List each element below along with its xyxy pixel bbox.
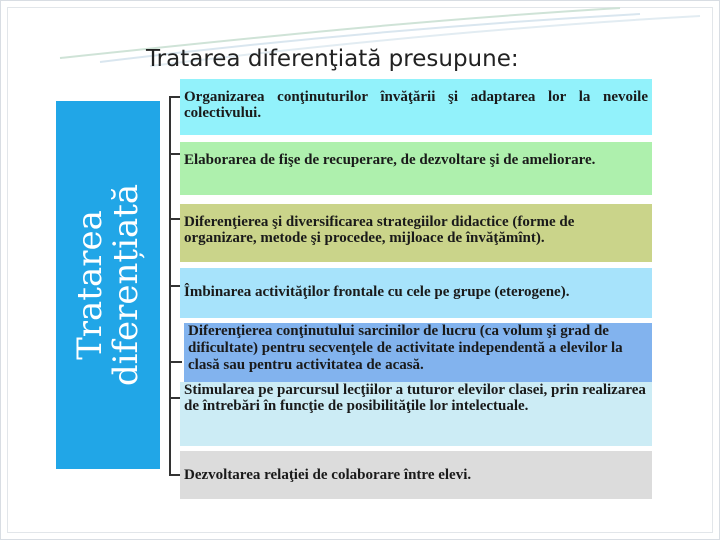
item-box-1: Organizarea conţinuturilor învăţării şi adaptarea lor la nevoile colectivului. <box>180 79 652 135</box>
item-box-5: Diferenţierea conţinutului sarcinilor de lucru (ca volum şi grad de dificultate) pentru secvenţele de activitate independentă a elevilor la clasă sau pentru activitatea de acasă. <box>184 323 652 383</box>
item-box-3: Diferenţierea şi diversificarea strategiilor didactice (forme de organizare, metode şi procedee, mijloace de învăţămînt). <box>180 204 652 262</box>
side-label-line2: diferențiată <box>106 183 146 387</box>
item-box-6: Stimularea pe parcursul lecţiilor a tuturor elevilor clasei, prin realizarea de întrebări în funcţie de posibilităţile lor intelectuale. <box>180 382 652 446</box>
item-box-7: Dezvoltarea relaţiei de colaborare între elevi. <box>180 451 652 499</box>
item-box-2: Elaborarea de fişe de recuperare, de dezvoltare şi de ameliorare. <box>180 142 652 195</box>
side-label <box>72 184 144 386</box>
item-box-4: Îmbinarea activităţilor frontale cu cele pe grupe (eterogene). <box>180 268 652 318</box>
side-label-line1: Tratarea <box>70 210 110 360</box>
slide-title: Tratarea diferenţiată presupune: <box>146 46 519 72</box>
